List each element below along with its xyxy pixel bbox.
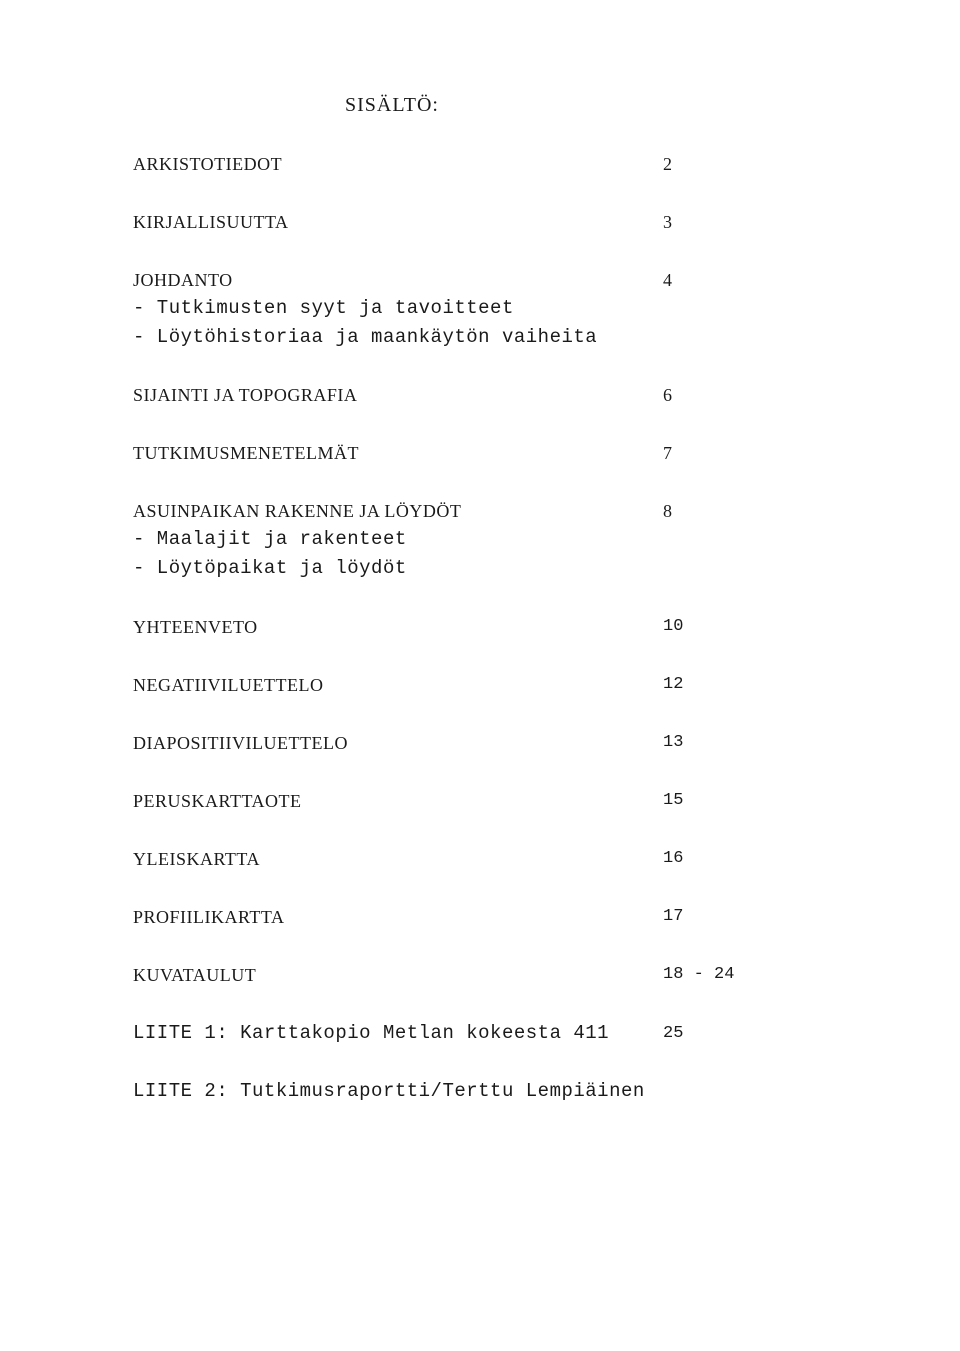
toc-subentry: - Löytöhistoriaa ja maankäytön vaiheita (133, 326, 598, 348)
toc-entry-label: PROFIILIKARTTA (133, 907, 285, 927)
toc-entry-page: 18 - 24 (663, 965, 735, 984)
toc-entry-label: TUTKIMUSMENETELMÄT (133, 443, 359, 463)
toc-entry-label: SIJAINTI JA TOPOGRAFIA (133, 385, 358, 405)
toc-entry-page: 10 (663, 617, 684, 636)
toc-entry-label: JOHDANTO (133, 270, 233, 290)
toc-entry-page: 16 (663, 849, 684, 868)
toc-subentry: - Maalajit ja rakenteet (133, 528, 407, 550)
toc-entry-label: LIITE 1: Karttakopio Metlan kokeesta 411 (133, 1022, 610, 1044)
toc-entry (133, 845, 260, 873)
toc-subentry: - Tutkimusten syyt ja tavoitteet (133, 297, 514, 319)
toc-entry-label: KIRJALLISUUTTA (133, 212, 289, 232)
toc-entry-label: NEGATIIVILUETTELO (133, 675, 324, 695)
toc-entry (133, 381, 357, 409)
toc-entry (133, 903, 284, 931)
toc-entry-label: PERUSKARTTAOTE (133, 791, 302, 811)
toc-entry-label: YLEISKARTTA (133, 849, 260, 869)
toc-entry-page: 2 (663, 154, 672, 174)
toc-entry-page: 17 (663, 907, 684, 926)
toc-entry-label: YHTEENVETO (133, 617, 258, 637)
toc-entry (133, 1077, 645, 1106)
toc-entry-label: ASUINPAIKAN RAKENNE JA LÖYDÖT (133, 501, 462, 521)
toc-entry (133, 497, 461, 583)
page-title: SISÄLTÖ: (345, 94, 439, 116)
toc-entry (133, 1019, 609, 1048)
toc-entry (133, 671, 323, 699)
toc-entry-page: 25 (663, 1024, 684, 1043)
toc-entry-page: 12 (663, 675, 684, 694)
toc-entry-label: DIAPOSITIIVILUETTELO (133, 733, 348, 753)
toc-subentry: - Löytöpaikat ja löydöt (133, 557, 407, 579)
toc-entry (133, 439, 359, 467)
toc-entry (133, 266, 597, 352)
toc-entry (133, 150, 282, 178)
toc-entry (133, 787, 301, 815)
toc-entry (133, 961, 256, 989)
toc-entry (133, 208, 289, 236)
toc-entry (133, 613, 258, 641)
toc-entry (133, 729, 348, 757)
toc-entry-page: 6 (663, 385, 672, 405)
toc-entry-label: KUVATAULUT (133, 965, 257, 985)
toc-entry-page: 8 (663, 501, 672, 521)
toc-entry-label: LIITE 2: Tutkimusraportti/Terttu Lempiäinen (133, 1080, 645, 1102)
toc-entry-page: 13 (663, 733, 684, 752)
toc-entry-page: 7 (663, 443, 672, 463)
toc-entry-label: ARKISTOTIEDOT (133, 154, 283, 174)
toc-entry-page: 15 (663, 791, 684, 810)
toc-entry-page: 4 (663, 270, 672, 290)
toc-entry-page: 3 (663, 212, 672, 232)
